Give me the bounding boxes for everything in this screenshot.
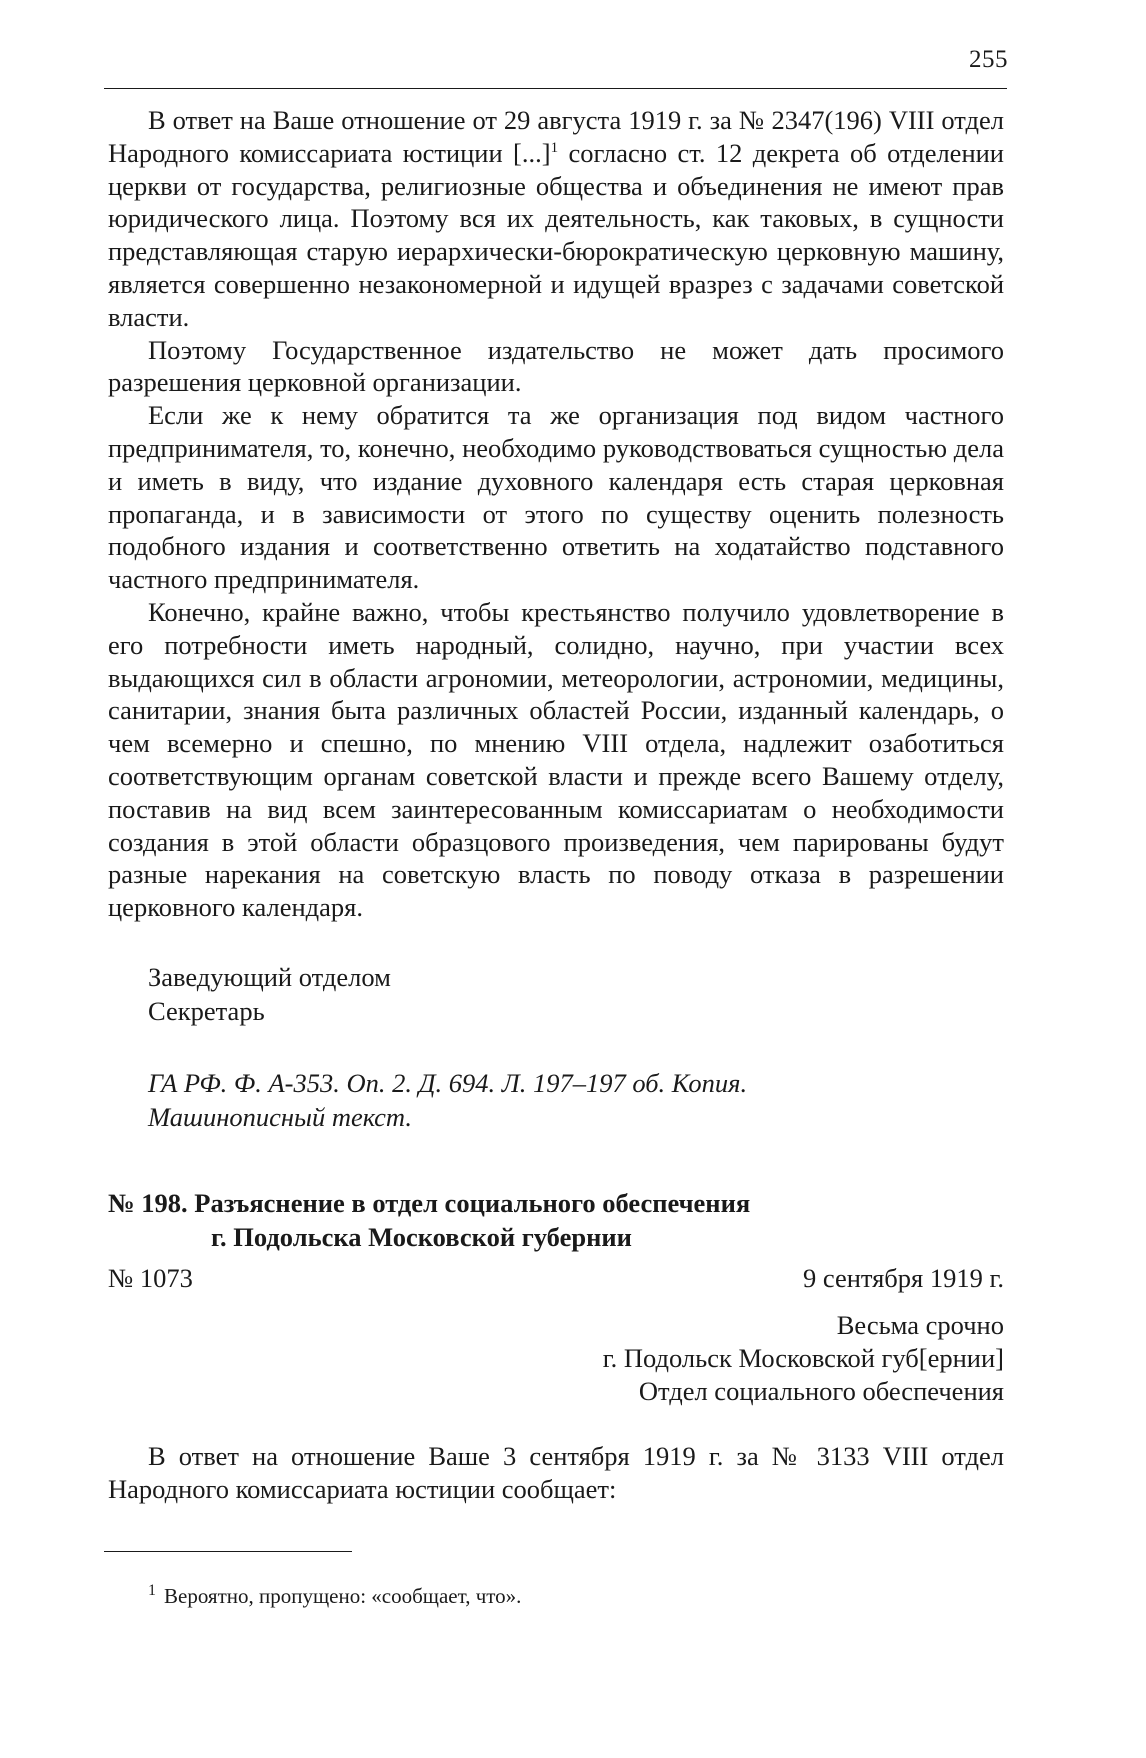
document-heading-line-1: № 198. Разъяснение в отдел социального обеспечения: [108, 1187, 751, 1218]
main-text: [108, 104, 1004, 1505]
addressee-block: [108, 1309, 1004, 1408]
archive-reference: [108, 1066, 1004, 1134]
letter-paragraph-1: [108, 104, 1004, 334]
addressee-location: г. Подольск Московской губ[ернии]: [602, 1342, 1004, 1373]
document-heading-line-2: г. Подольска Московской губернии: [211, 1221, 632, 1252]
letter-paragraph-4: Конечно, крайне важно, чтобы крестьянство получило удовлетворение в его потребности иметь народный, солидно, научно, при участии всех выдающихся сил в области агрономии, метеорологии, астрономии, медицины, санитарии, знания быта различных областей России, изданный календарь, о чем всемерно и спешно, по мнению VIII отдела, надлежит озаботиться соответствующим органам советской власти и прежде всего Вашему отделу, поставив на вид всем заинтересованным комиссариатам о необходимости создания в этой области образцового произведения, чем парированы будут разные нарекания на советскую власть по поводу отказа в разрешении церковного календаря.: [108, 596, 1004, 923]
urgency-note: Весьма срочно: [836, 1309, 1004, 1340]
footnote-rule: [104, 1551, 352, 1552]
document-meta: [108, 1262, 1004, 1295]
footnote-reference[interactable]: 1: [550, 139, 559, 156]
archive-line-2: Машинописный текст.: [148, 1101, 412, 1132]
letter-paragraph-3: Если же к нему обратится та же организация под видом частного предпринимателя, то, конечно, необходимо руководствоваться сущностью дела и иметь в виду, что издание духовного календаря есть старая церковная пропаганда, и в зависимости от этого по существу оценить полезность подобного издания и соответственно ответить на ходатайство подставного частного предпринимателя.: [108, 400, 1004, 595]
letter-paragraph-1-end: согласно ст. 12 декрета об отделении церкви от государства, религиозные общества и объединения не имеют прав юридического лица. Поэтому вся их деятельность, как таковых, в сущности представляющая старую иерархически-бюрократическую церковную машину, является совершенно незакономерной и идущей вразрез с задачами советской власти.: [108, 137, 1004, 332]
signature-secretary: Секретарь: [148, 995, 265, 1026]
footnote: [148, 1583, 521, 1609]
footnote-text: Вероятно, пропущено: «сообщает, что».: [164, 1584, 522, 1608]
page-number: 255: [969, 46, 1008, 73]
document-number: № 1073: [108, 1262, 193, 1293]
signature-block: [108, 960, 1004, 1028]
footnote-mark: 1: [148, 1582, 156, 1599]
document-heading: [108, 1186, 1004, 1254]
header-rule: [104, 88, 1007, 89]
archive-line-1: ГА РФ. Ф. А-353. Оп. 2. Д. 694. Л. 197–197 об. Копия.: [148, 1067, 748, 1098]
letter-paragraph-1-start: В ответ на Ваше отношение от 29 августа 1919 г. за № 2347(196) VIII отдел Народного комиссариата юстиции [...]: [108, 105, 1004, 168]
letter-paragraph-2: Поэтому Государственное издательство не может дать просимого разрешения церковной организации.: [108, 334, 1004, 398]
document-date: 9 сентября 1919 г.: [802, 1262, 1004, 1293]
addressee-department: Отдел социального обеспечения: [638, 1375, 1004, 1406]
reply-paragraph: В ответ на отношение Ваше 3 сентября 1919 г. за № 3133 VIII отдел Народного комиссариата юстиции сообщает:: [108, 1440, 1004, 1504]
signature-head: Заведующий отделом: [148, 961, 391, 992]
